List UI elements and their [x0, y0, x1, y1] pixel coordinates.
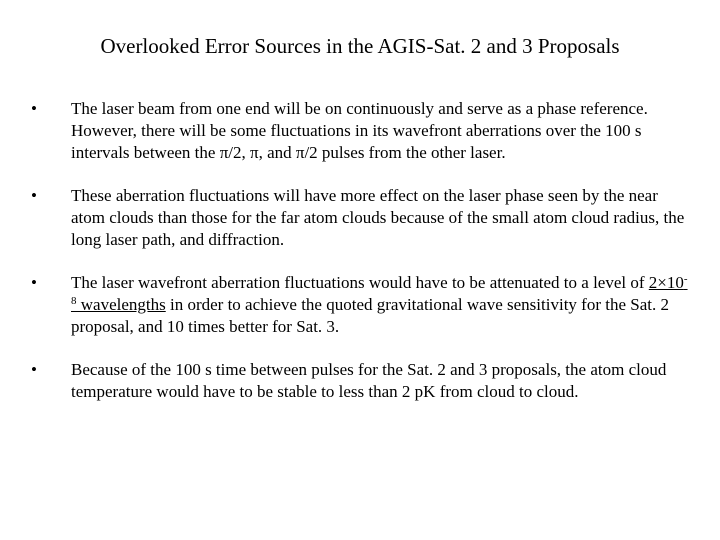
attenuation-exponent: -8 [71, 273, 688, 307]
bullet-text: Because of the 100 s time between pulses for the Sat. 2 and 3 proposals, the atom cloud temperature would have to be stable to less than 2 pK from cloud to cloud. [71, 360, 667, 401]
bullet-item [31, 272, 691, 338]
bullet-marker: • [31, 273, 37, 292]
bullet-text-after: in order to achieve the quoted gravitational wave sensitivity for the Sat. 2 proposal, and 10 times better for Sat. 3. [71, 295, 669, 336]
bullet-item [31, 185, 691, 251]
bullet-text: The laser beam from one end will be on continuously and serve as a phase reference. However, there will be some fluctuations in its wavefront aberrations over the 100 s intervals between the π/2, π, and π/2 pulses from the other laser. [71, 99, 648, 162]
slide-title: Overlooked Error Sources in the AGIS-Sat. 2 and 3 Proposals [100, 34, 620, 58]
bullet-text: These aberration fluctuations will have more effect on the laser phase seen by the near atom clouds than those for the far atom clouds because of the small atom cloud radius, the long laser path, and diffraction. [71, 186, 685, 249]
bullet-item [31, 359, 691, 403]
bullet-marker: • [31, 360, 37, 379]
bullet-text-before: The laser wavefront aberration fluctuations would have to be attenuated to a level of [71, 273, 649, 292]
bullet-marker: • [31, 186, 37, 205]
bullet-marker: • [31, 99, 37, 118]
bullet-list [31, 98, 691, 403]
attenuation-base: 2×10 [648, 273, 684, 292]
bullet-item [31, 98, 691, 164]
attenuation-unit: wavelengths [76, 295, 166, 314]
